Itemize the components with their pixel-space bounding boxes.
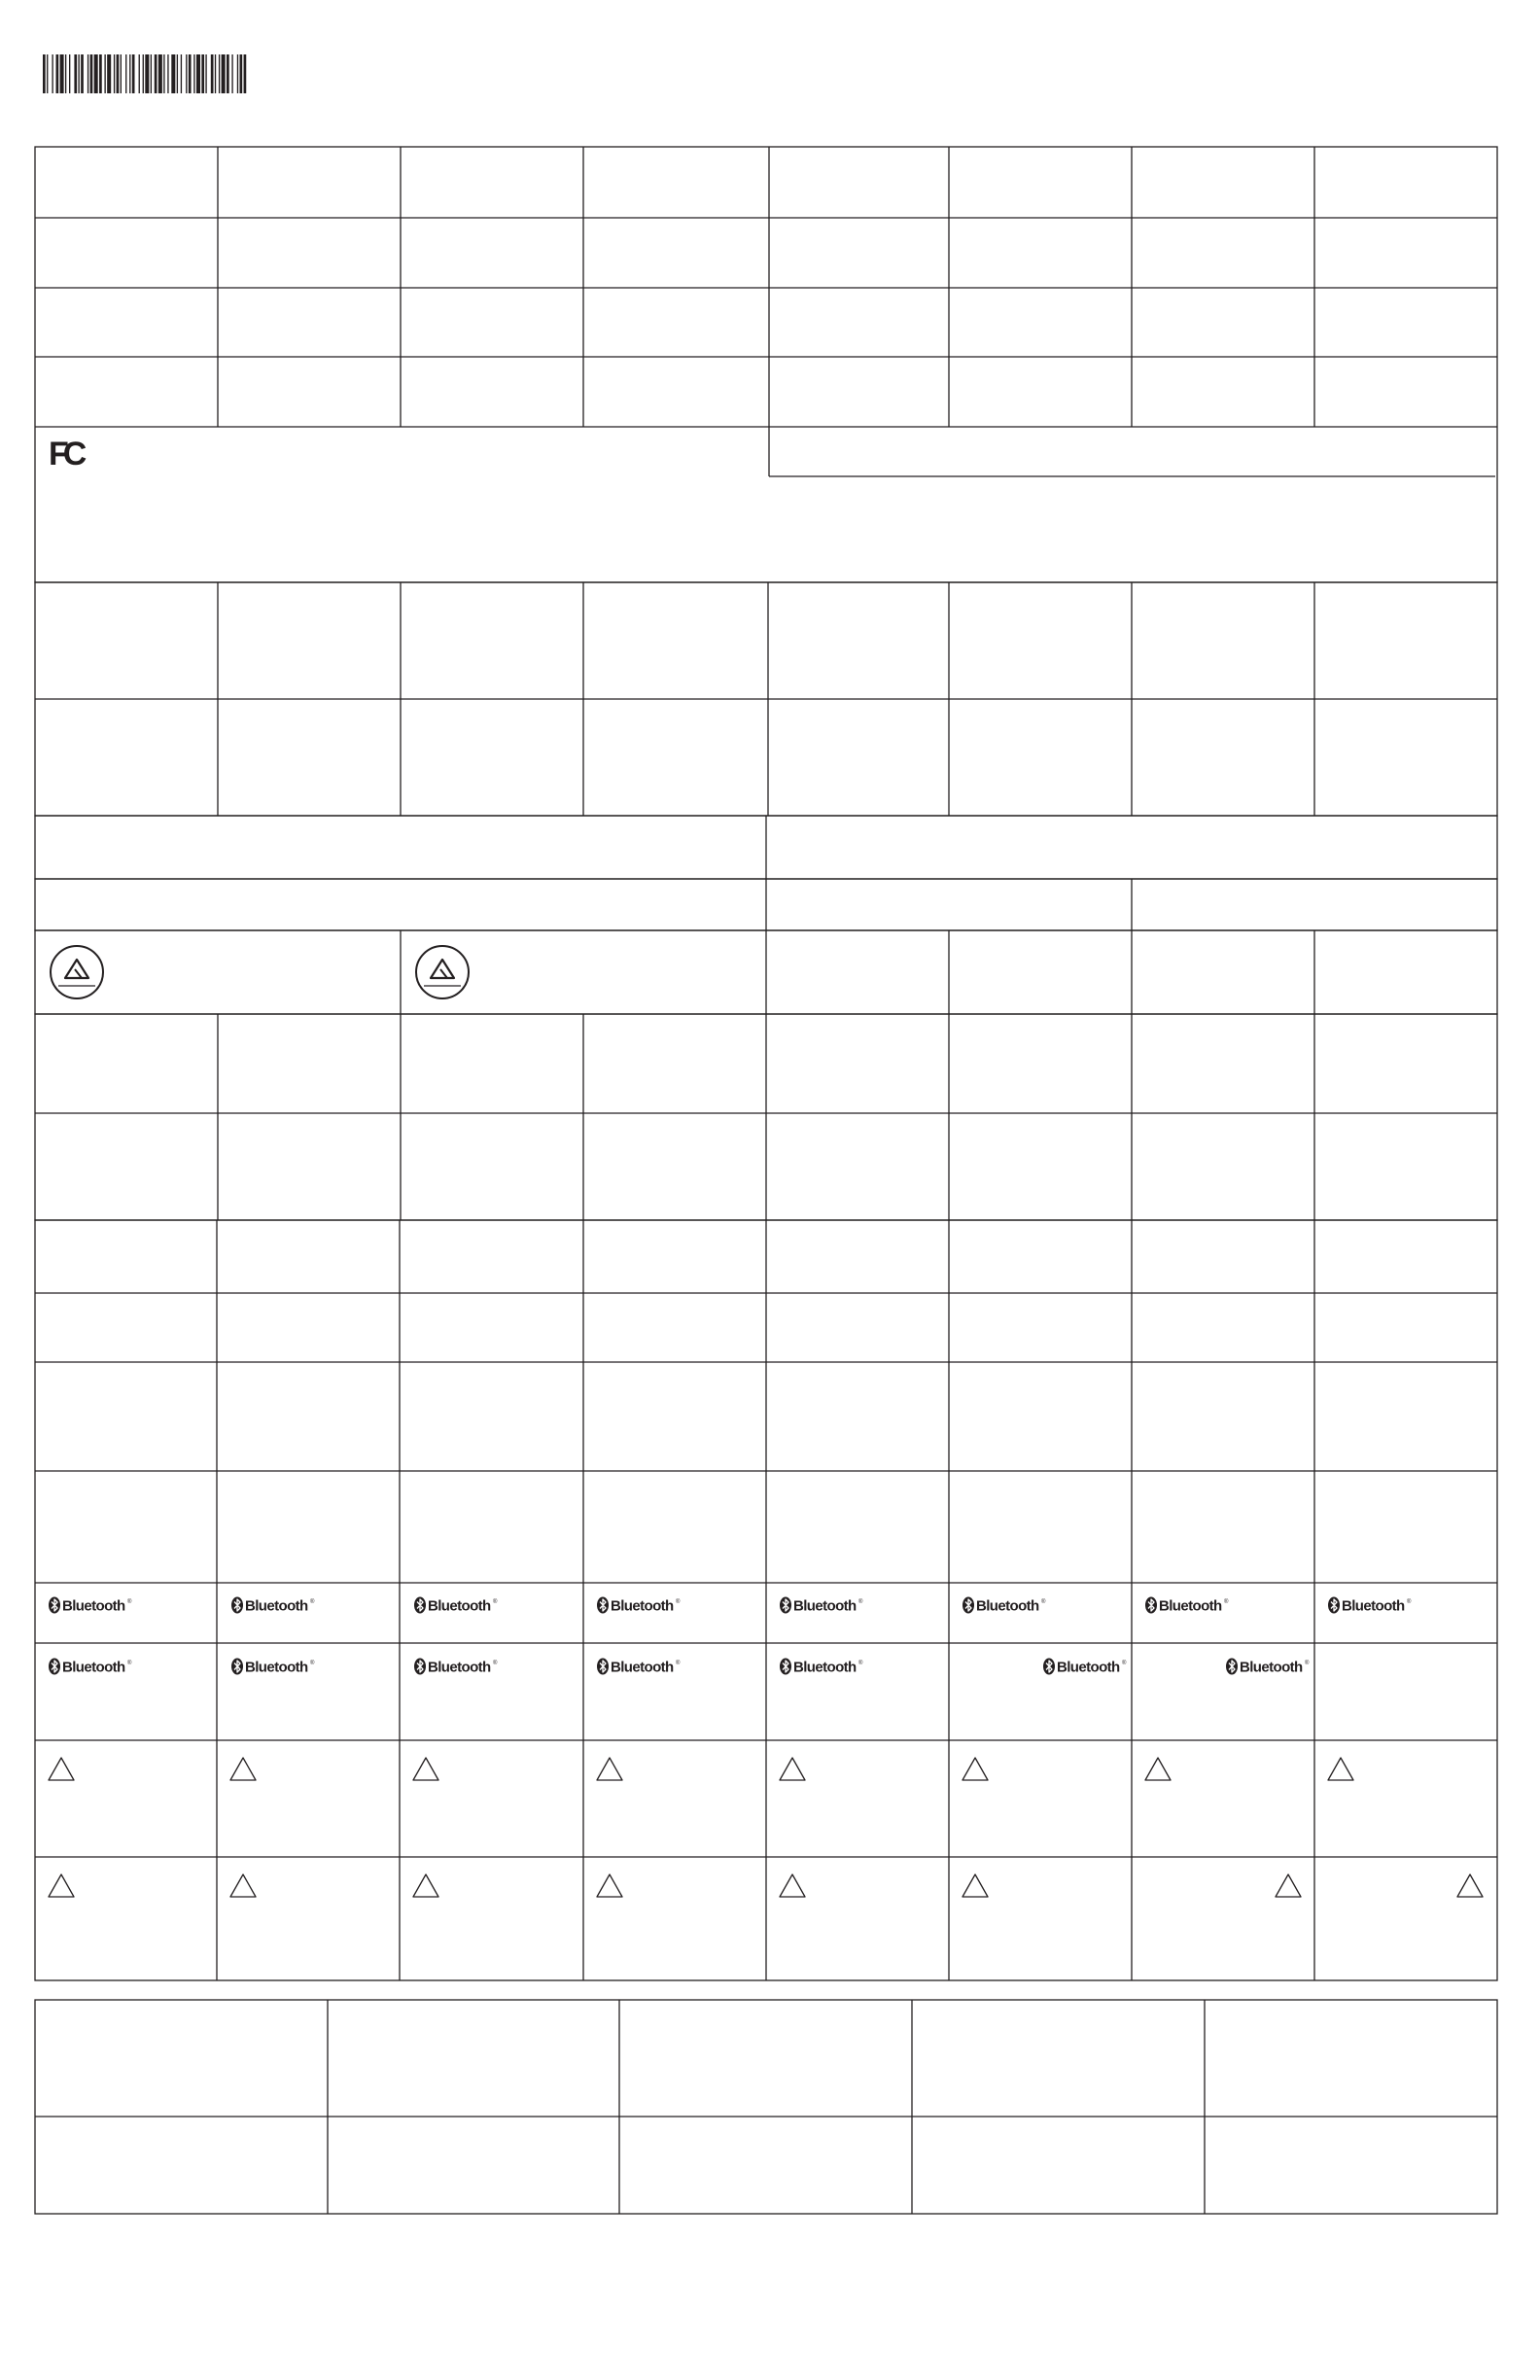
bluetooth-icon (49, 1597, 132, 1615)
bluetooth-icon (1043, 1659, 1127, 1676)
bluetooth-icon (49, 1659, 132, 1676)
bottom-table (35, 2000, 1497, 2214)
svg-text:Bluetooth: Bluetooth (62, 1659, 125, 1676)
triangle-circle-icon (51, 946, 103, 998)
bluetooth-icon (231, 1597, 315, 1615)
svg-text:®: ® (1122, 1661, 1127, 1666)
svg-text:Bluetooth: Bluetooth (1342, 1597, 1405, 1615)
bluetooth-icon (780, 1659, 863, 1676)
warning-triangle-icon (413, 1874, 438, 1897)
svg-text:Bluetooth: Bluetooth (611, 1659, 674, 1676)
svg-text:Bluetooth: Bluetooth (1240, 1659, 1303, 1676)
warning-triangle-icon (780, 1758, 805, 1780)
bluetooth-icon (597, 1659, 681, 1676)
bluetooth-icon (1328, 1597, 1412, 1615)
svg-text:®: ® (858, 1599, 863, 1605)
bluetooth-icon (1226, 1659, 1310, 1676)
svg-text:Bluetooth: Bluetooth (62, 1597, 125, 1615)
warning-triangle-icon (49, 1874, 74, 1897)
fcc-logo-icon (49, 436, 87, 472)
bluetooth-icon (1145, 1597, 1229, 1615)
svg-text:®: ® (310, 1599, 315, 1605)
top-block-frame (35, 147, 1497, 582)
warning-triangle-icon (597, 1874, 622, 1897)
svg-text:Bluetooth: Bluetooth (976, 1597, 1039, 1615)
svg-text:®: ® (676, 1661, 681, 1666)
svg-text:®: ® (858, 1661, 863, 1666)
warning-triangle-icon (962, 1758, 988, 1780)
svg-text:Bluetooth: Bluetooth (1057, 1659, 1120, 1676)
warning-triangle-icon (780, 1874, 805, 1897)
warning-triangle-icon (230, 1874, 256, 1897)
bluetooth-icon (780, 1597, 863, 1615)
svg-text:Bluetooth: Bluetooth (245, 1597, 308, 1615)
warning-triangle-icon (1328, 1758, 1353, 1780)
bluetooth-icon (231, 1659, 315, 1676)
warning-triangle-icon (1276, 1874, 1301, 1897)
svg-text:®: ® (127, 1599, 132, 1605)
warning-triangle-icon (413, 1758, 438, 1780)
warning-triangle-icon (597, 1758, 622, 1780)
svg-text:®: ® (1305, 1661, 1310, 1666)
svg-text:®: ® (127, 1661, 132, 1666)
svg-text:®: ® (493, 1661, 498, 1666)
svg-text:Bluetooth: Bluetooth (611, 1597, 674, 1615)
warning-triangle-icon (962, 1874, 988, 1897)
svg-text:FC: FC (49, 436, 82, 472)
svg-text:®: ® (676, 1599, 681, 1605)
svg-text:Bluetooth: Bluetooth (793, 1597, 857, 1615)
svg-text:Bluetooth: Bluetooth (793, 1659, 857, 1676)
grid-lines (35, 147, 1497, 2214)
warning-triangle-icon (230, 1758, 256, 1780)
svg-text:®: ® (1224, 1599, 1229, 1605)
svg-text:Bluetooth: Bluetooth (428, 1597, 491, 1615)
svg-text:®: ® (493, 1599, 498, 1605)
svg-text:®: ® (1041, 1599, 1046, 1605)
svg-text:Bluetooth: Bluetooth (1159, 1597, 1222, 1615)
svg-text:Bluetooth: Bluetooth (245, 1659, 308, 1676)
svg-text:®: ® (310, 1661, 315, 1666)
svg-text:Bluetooth: Bluetooth (428, 1659, 491, 1676)
warning-triangle-icon (1457, 1874, 1483, 1897)
bluetooth-icon (962, 1597, 1046, 1615)
warning-triangle-icon (49, 1758, 74, 1780)
triangle-circle-icon (416, 946, 469, 998)
bluetooth-icon (414, 1597, 498, 1615)
bluetooth-icon (414, 1659, 498, 1676)
warning-triangle-icon (1145, 1758, 1171, 1780)
bluetooth-icon (597, 1597, 681, 1615)
svg-text:®: ® (1407, 1599, 1412, 1605)
